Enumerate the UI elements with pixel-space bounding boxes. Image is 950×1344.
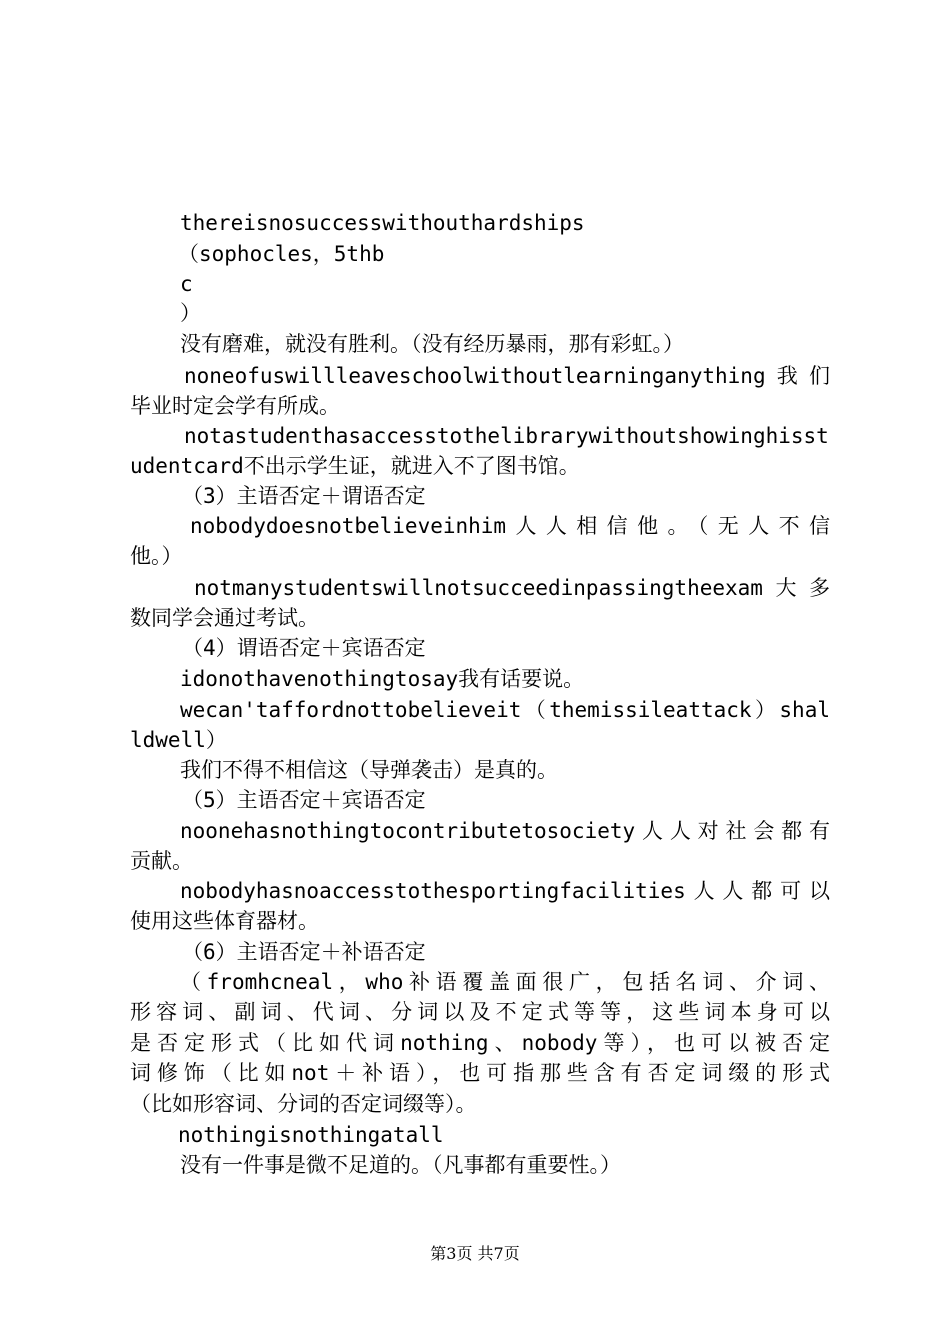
text-line: 没有磨难，就没有胜利。（没有经历暴雨，那有彩虹。） <box>180 332 684 356</box>
text-line: （sophocles，5thb <box>178 242 385 266</box>
text-line: nobodydoesnotbelieveinhim人人相信他。（无人不信 <box>190 514 830 538</box>
text-line: nothingisnothingatall <box>178 1123 444 1147</box>
text-line: 是否定形式（比如代词nothing、nobody等），也可以被否定 <box>130 1031 830 1055</box>
text-line: （fromhcneal，who补语覆盖面很广，包括名词、介词、 <box>180 970 830 994</box>
text-line: noneofuswillleaveschoolwithoutlearninganything我们 <box>184 364 830 388</box>
text-line: c <box>180 272 193 296</box>
text-line: ） <box>180 301 201 325</box>
text-line: 他。） <box>130 544 183 568</box>
text-line: 毕业时定会学有所成。 <box>130 394 340 418</box>
text-line: 数同学会通过考试。 <box>130 606 319 630</box>
text-line: 词修饰（比如not＋补语），也可指那些含有否定词缀的形式 <box>130 1061 830 1085</box>
text-line: （比如形容词、分词的否定词缀等）。 <box>130 1092 477 1116</box>
text-line: udentcard不出示学生证，就进入不了图书馆。 <box>130 454 580 478</box>
text-line: 使用这些体育器材。 <box>130 909 319 933</box>
page-footer: 第3页 共7页 <box>430 1244 520 1263</box>
text-line: notastudenthasaccesstothelibrarywithoutshowinghisst <box>184 424 829 448</box>
text-line: wecan'taffordnottobelieveit（themissileattack）shal <box>180 698 830 722</box>
text-line: thereisnosuccesswithouthardships <box>180 211 585 235</box>
section-heading: （4）谓语否定＋宾语否定 <box>182 636 426 660</box>
text-line: 我们不得不相信这（导弹袭击）是真的。 <box>180 758 558 782</box>
text-line: ldwell） <box>130 728 227 752</box>
text-line: idonothavenothingtosay我有话要说。 <box>180 667 585 691</box>
text-line: 贡献。 <box>130 849 193 873</box>
text-line: 形容词、副词、代词、分词以及不定式等等，这些词本身可以 <box>130 1000 830 1024</box>
text-line: notmanystudentswillnotsucceedinpassingtheexam大多 <box>194 576 830 600</box>
text-line: noonehasnothingtocontributetosociety人人对社会都有 <box>180 819 830 843</box>
section-heading: （6）主语否定＋补语否定 <box>182 940 426 964</box>
section-heading: （5）主语否定＋宾语否定 <box>182 788 426 812</box>
text-line: nobodyhasnoaccesstothesportingfacilities人人都可以 <box>180 879 830 903</box>
text-line: 没有一件事是微不足道的。（凡事都有重要性。） <box>180 1153 621 1177</box>
section-heading: （3）主语否定＋谓语否定 <box>182 484 426 508</box>
